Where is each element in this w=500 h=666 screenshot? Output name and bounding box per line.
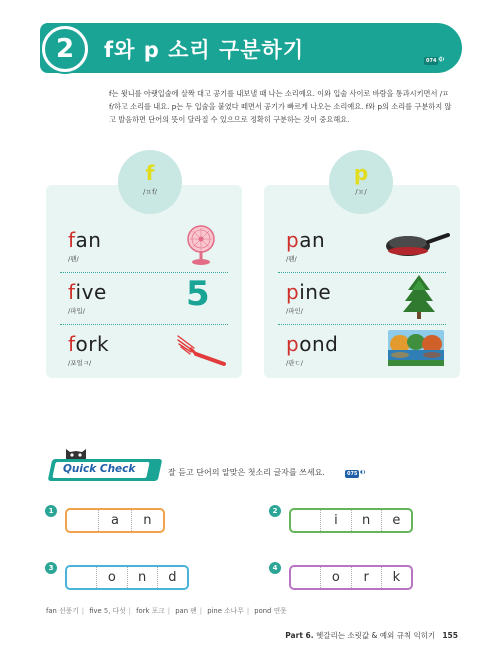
- answer-box-1[interactable]: [65, 508, 165, 533]
- word-pan: pan: [286, 228, 326, 252]
- answer-letter: n: [131, 510, 163, 531]
- answer-letter: o: [320, 567, 350, 588]
- word-row-fan: [46, 224, 242, 272]
- five-icon: 5: [186, 274, 210, 314]
- question-number: 2: [269, 505, 281, 517]
- pan-icon: [384, 230, 450, 260]
- question-number: 1: [45, 505, 57, 517]
- question-number: 3: [45, 562, 57, 574]
- word-row-fork: [46, 328, 242, 376]
- answer-box-4[interactable]: [289, 565, 413, 590]
- audio-icon[interactable]: [359, 468, 367, 476]
- answer-blank[interactable]: [67, 510, 98, 531]
- footer-part: Part 6.: [285, 631, 314, 640]
- answer-letter: d: [157, 567, 187, 588]
- audio-icon[interactable]: [438, 55, 446, 63]
- glossary-item: pan 팬: [175, 607, 197, 615]
- answer-letter: o: [96, 567, 126, 588]
- fork-icon: [176, 332, 228, 368]
- word-row-pond: [264, 328, 460, 376]
- answer-letter: i: [320, 510, 350, 531]
- cat-icon: [63, 445, 89, 459]
- page-title: f와 p 소리 구분하기: [104, 38, 305, 62]
- answer-letter: r: [351, 567, 381, 588]
- intro-paragraph: f는 윗니를 아랫입술에 살짝 대고 공기를 내보낼 때 나는 소리예요. 이와 입술 사이로 바람을 통과시키면서 /ㅍf/하고 소리를 내요. p는 두 입술을 붙였다 떼면서 공기가 빠르게 나오는 소리예요. f와 p의 소리를 구분하지 않고 발음하면 단어의 뜻이 달라질 수 있으므로 정확히 구분하는 것이 중요해요.: [109, 89, 452, 124]
- pine-tree-icon: [400, 274, 438, 320]
- section-number: 2: [42, 26, 88, 72]
- word-pond-pron: /판ㄷ/: [286, 359, 303, 367]
- answer-letter: k: [381, 567, 411, 588]
- word-fork-pron: /포얼ㅋ/: [68, 359, 92, 367]
- question-number: 4: [269, 562, 281, 574]
- row-divider: [278, 272, 446, 273]
- answer-letter: e: [381, 510, 411, 531]
- row-divider: [60, 272, 228, 273]
- answer-box-2[interactable]: [289, 508, 413, 533]
- row-divider: [60, 324, 228, 325]
- word-pond: pond: [286, 332, 339, 356]
- pond-icon: [388, 330, 444, 366]
- word-fan-pron: /팬/: [68, 255, 79, 263]
- glossary-item: pond 연못: [254, 607, 287, 615]
- answer-letter: n: [127, 567, 157, 588]
- glossary: fan 선풍기 | five 5, 다섯 | fork 포크 | pan 팬 | pine 소나무 | pond 연못: [46, 607, 287, 615]
- page-footer: [0, 630, 458, 641]
- answer-blank[interactable]: [291, 567, 320, 588]
- row-divider: [278, 324, 446, 325]
- word-row-pan: [264, 224, 460, 272]
- p-letter-circle: [329, 150, 393, 214]
- glossary-item: fork 포크: [136, 607, 165, 615]
- answer-blank[interactable]: [67, 567, 96, 588]
- answer-box-3[interactable]: [65, 565, 189, 590]
- answer-letter: n: [351, 510, 381, 531]
- track-badge: 074: [426, 58, 437, 64]
- answer-blank[interactable]: [291, 510, 320, 531]
- quick-check-label: Quick Check: [63, 463, 136, 475]
- word-fan: fan: [68, 228, 102, 252]
- fan-icon: [184, 224, 218, 266]
- word-row-five: [46, 276, 242, 324]
- word-fork: fork: [68, 332, 110, 356]
- glossary-item: pine 소나무: [207, 607, 244, 615]
- glossary-item: five 5, 다섯: [89, 607, 126, 615]
- word-pine: pine: [286, 280, 332, 304]
- quick-check-instruction: 잘 듣고 단어의 알맞은 첫소리 글자를 쓰세요.: [168, 468, 325, 477]
- word-pan-pron: /팬/: [286, 255, 297, 263]
- word-pine-pron: /파인/: [286, 307, 303, 315]
- letter-p-pron: /ㅍ/: [355, 188, 367, 196]
- answer-letter: a: [98, 510, 130, 531]
- letter-f: f: [145, 161, 155, 185]
- letter-f-pron: /ㅍf/: [143, 188, 157, 196]
- word-five-pron: /파입/: [68, 307, 85, 315]
- word-row-pine: [264, 276, 460, 324]
- track-badge: 075: [347, 471, 358, 477]
- word-five: five: [68, 280, 107, 304]
- glossary-item: fan 선풍기: [46, 607, 79, 615]
- letter-p: p: [353, 161, 369, 185]
- f-letter-circle: [118, 150, 182, 214]
- footer-title: 헷갈리는 소릿값 & 예외 규칙 익히기: [315, 631, 436, 640]
- page-number: 155: [442, 631, 458, 640]
